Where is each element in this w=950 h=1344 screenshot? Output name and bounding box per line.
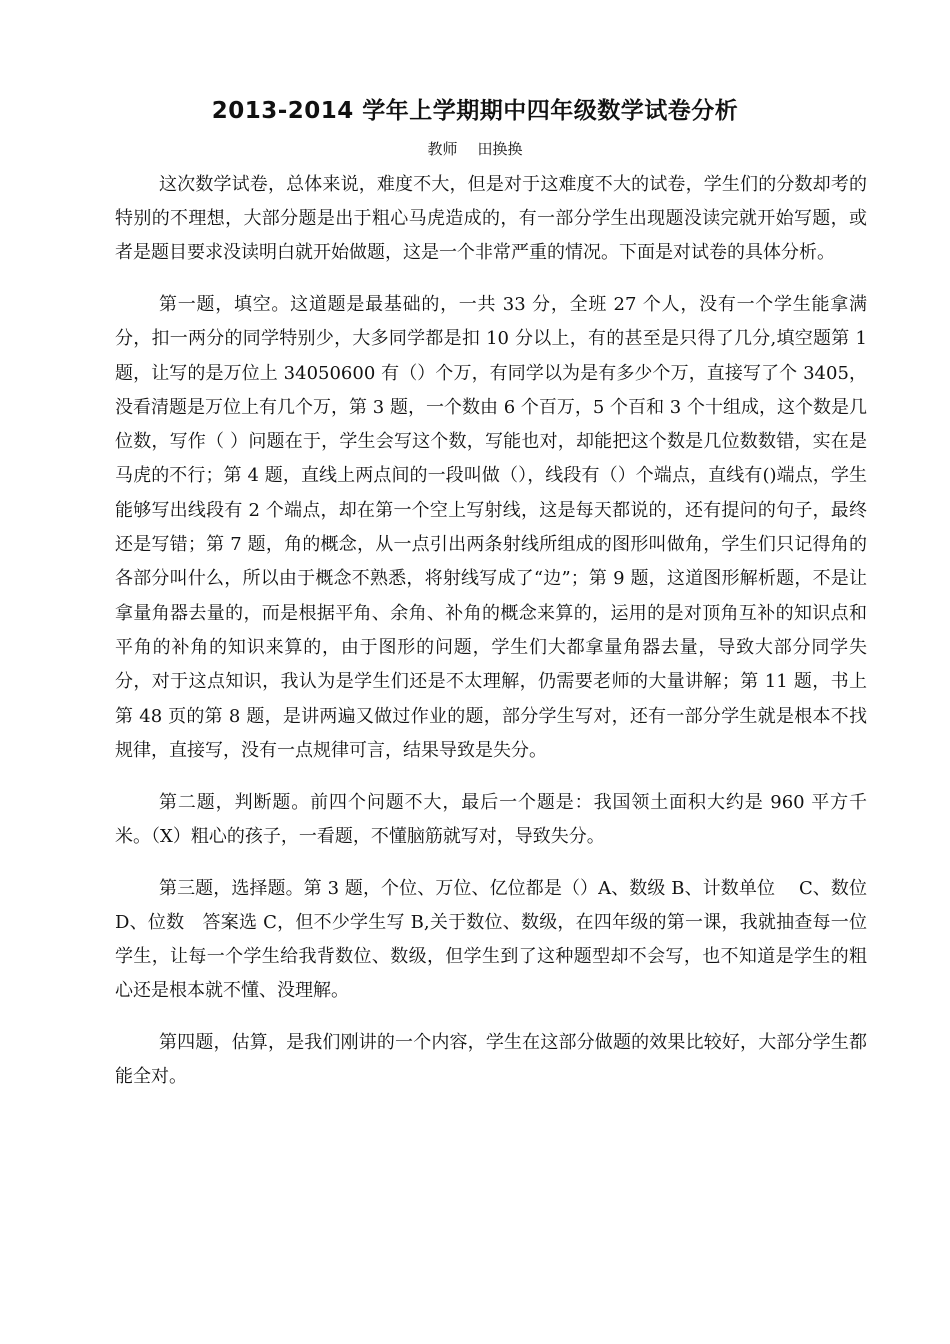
document-body bbox=[115, 168, 891, 1094]
document-title: 2013-2014 学年上学期期中四年级数学试卷分析 bbox=[211, 98, 739, 124]
paragraph-true-false: 第二题，判断题。前四个问题不大，最后一个题是：我国领土面积大约是 960 平方千米。（X）粗心的孩子，一看题，不懂脑筋就写对，导致失分。 bbox=[115, 792, 867, 848]
author-role: 教师 bbox=[427, 140, 458, 158]
paragraph-intro: 这次数学试卷，总体来说，难度不大，但是对于这难度不大的试卷，学生们的分数却考的特别的不理想，大部分题是出于粗心马虎造成的，有一部分学生出现题没读完就开始写题，或者是题目要求没读明白就开始做题，这是一个非常严重的情况。下面是对试卷的具体分析。 bbox=[115, 174, 867, 263]
paragraph-estimation: 第四题，估算，是我们刚讲的一个内容，学生在这部分做题的效果比较好，大部分学生都能全对。 bbox=[115, 1032, 867, 1088]
paragraph-fill-in-blank: 第一题，填空。这道题是最基础的，一共 33 分，全班 27 个人，没有一个学生能拿满分，扣一两分的同学特别少，大多同学都是扣 10 分以上，有的甚至是只得了几分,填空题第 1 题，让写的是万位上 34050600 有（）个万，有同学以为是有多少个万，直接写了个 3405，没看清题是万位上有几个万，第 3 题，一个数由 6 个百万，5 个百和 3 个十组成，这个数是几位数，写作（ ）问题在于，学生会写这个数，写能也对，却能把这个数是几位数数错，实在是马虎的不行；第 4 题，直线上两点间的一段叫做（），线段有（）个端点，直线有()端点，学生能够写出线段有 2 个端点，却在第一个空上写射线，这是每天都说的，还有提问的句子，最终还是写错；第 7 题，角的概念，从一点引出两条射线所组成的图形叫做角，学生们只记得角的各部分叫什么，所以由于概念不熟悉，将射线写成了“边”；第 9 题，这道图形解析题，不是让拿量角器去量的，而是根据平角、余角、补角的概念来算的，运用的是对顶角互补的知识点和平角的补角的知识来算的，由于图形的问题，学生们大都拿量角器去量，导致大部分同学失分，对于这点知识，我认为是学生们还是不太理解，仍需要老师的大量讲解；第 11 题，书上第 48 页的第 8 题，是讲两遍又做过作业的题，部分学生写对，还有一部分学生就是根本不找规律，直接写，没有一点规律可言，结果导致是失分。 bbox=[115, 294, 867, 761]
author-name: 田换换 bbox=[477, 140, 523, 158]
author-line bbox=[0, 137, 950, 161]
paragraph-multiple-choice: 第三题，选择题。第 3 题，个位、万位、亿位都是（）A、数级 B、计数单位 C、数位 D、位数 答案选 C，但不少学生写 B,关于数位、数级，在四年级的第一课，我就抽查每一位学生，让每一个学生给我背数位、数级，但学生到了这种题型却不会写，也不知道是学生的粗心还是根本就不懂、没理解。 bbox=[115, 878, 891, 1002]
